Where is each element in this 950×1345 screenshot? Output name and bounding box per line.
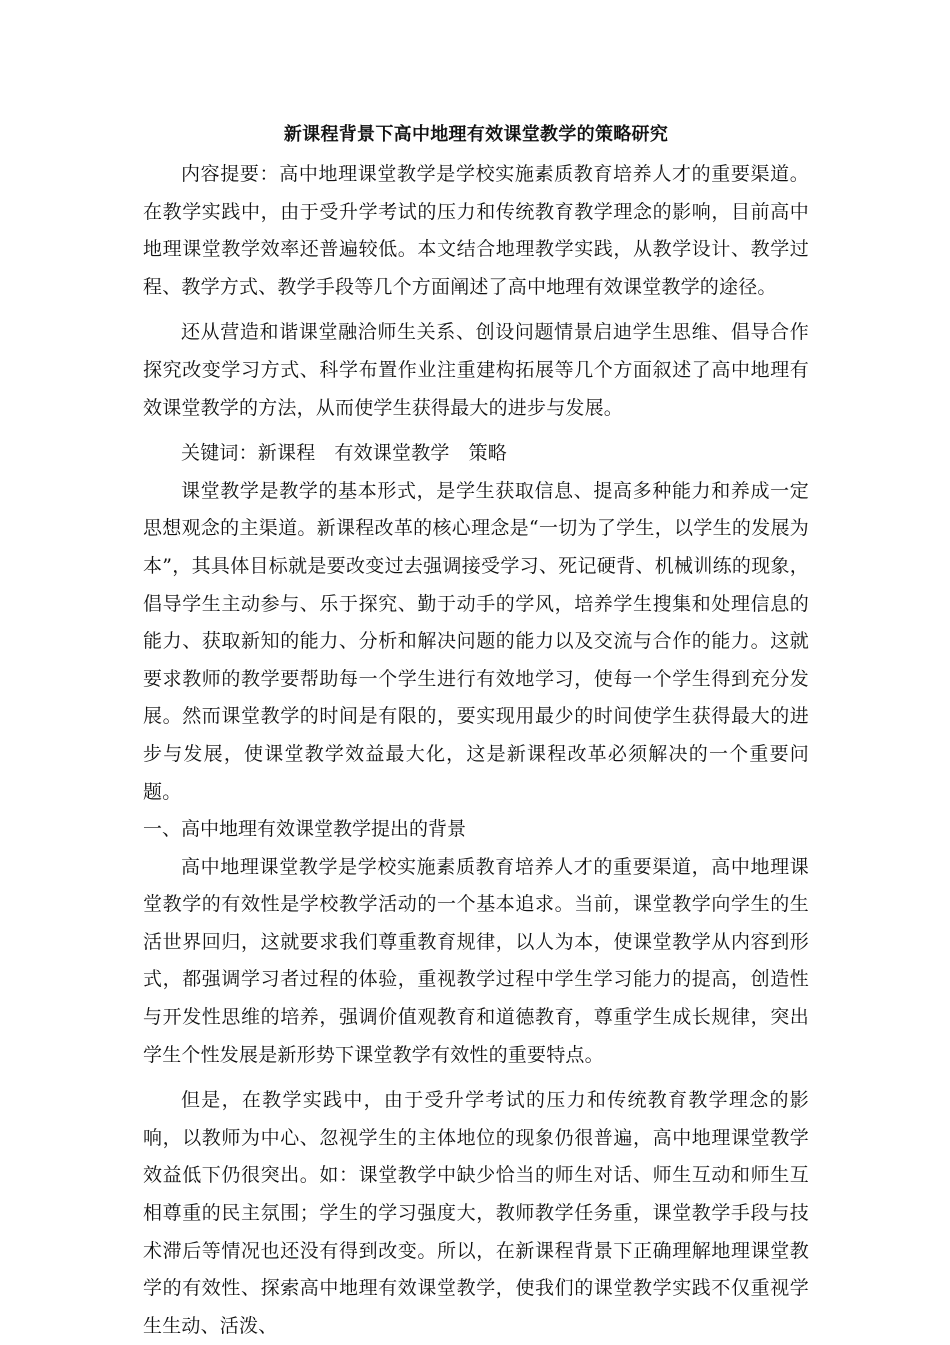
abstract-paragraph: 内容提要：高中地理课堂教学是学校实施素质教育培养人才的重要渠道。在教学实践中，由于受升学考试的压力和传统教育教学理念的影响，目前高中地理课堂教学效率还普遍较低。本文结合地理教学实践，从教学设计、教学过程、教学方式、教学手段等几个方面阐述了高中地理有效课堂教学的途径。	[143, 163, 809, 298]
document-title: 新课程背景下高中地理有效课堂教学的策略研究	[283, 124, 669, 145]
intro-paragraph: 课堂教学是教学的基本形式，是学生获取信息、提高多种能力和养成一定思想观念的主渠道。新课程改革的核心理念是“一切为了学生，以学生的发展为本”，其具体目标就是要改变过去强调接受学习、死记硬背、机械训练的现象，倡导学生主动参与、乐于探究、勤于动手的学风，培养学生搜集和处理信息的能力、获取新知的能力、分析和解决问题的能力以及交流与合作的能力。这就要求教师的教学要帮助每一个学生进行有效地学习，使每一个学生得到充分发展。然而课堂教学的时间是有限的，要实现用最少的时间使学生获得最大的进步与发展，使课堂教学效益最大化，这是新课程改革必须解决的一个重要问题。	[143, 479, 809, 803]
keywords-line	[143, 435, 809, 473]
keyword-3: 策略	[468, 442, 508, 465]
section-1-paragraph-1: 高中地理课堂教学是学校实施素质教育培养人才的重要渠道，高中地理课堂教学的有效性是学校教学活动的一个基本追求。当前，课堂教学向学生的生活世界回归，这就要求我们尊重教育规律，以人为本，使课堂教学从内容到形式，都强调学习者过程的体验，重视教学过程中学生学习能力的提高，创造性与开发性思维的培养，强调价值观教育和道德教育，尊重学生成长规律，突出学生个性发展是新形势下课堂教学有效性的重要特点。	[143, 855, 809, 1066]
document-page	[143, 118, 809, 1345]
keywords-label: 关键词：新课程	[181, 442, 316, 465]
section-1-heading: 一、高中地理有效课堂教学提出的背景	[143, 818, 467, 841]
keyword-2: 有效课堂教学	[334, 442, 450, 465]
abstract-continuation-paragraph: 还从营造和谐课堂融洽师生关系、创设问题情景启迪学生思维、倡导合作探究改变学习方式、科学布置作业注重建构拓展等几个方面叙述了高中地理有效课堂教学的方法，从而使学生获得最大的进步与发展。	[143, 321, 809, 419]
section-1-paragraph-2: 但是，在教学实践中，由于受升学考试的压力和传统教育教学理念的影响，以教师为中心、忽视学生的主体地位的现象仍很普遍，高中地理课堂教学效益低下仍很突出。如：课堂教学中缺少恰当的师生对话、师生互动和师生互相尊重的民主氛围；学生的学习强度大，教师教学任务重，课堂教学手段与技术滞后等情况也还没有得到改变。所以，在新课程背景下正确理解地理课堂教学的有效性、探索高中地理有效课堂教学，使我们的课堂教学实践不仅重视学生生动、活泼、	[143, 1089, 809, 1337]
